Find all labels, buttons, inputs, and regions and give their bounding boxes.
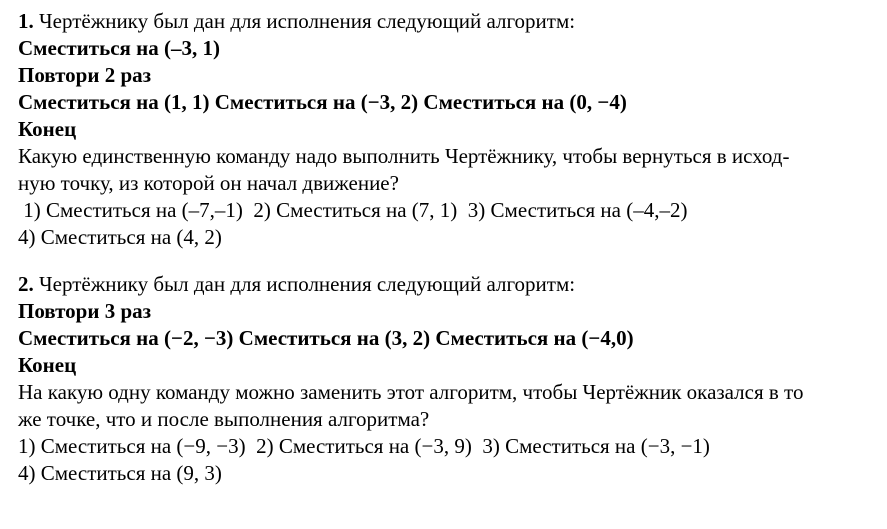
task2-end: Конец — [18, 353, 77, 377]
task2-question-line2: же точке, что и после выполнения алгоритма? — [18, 407, 430, 431]
task2-number: 2. — [18, 272, 34, 296]
task1-question-line1: Какую единственную команду надо выполнить Чертёжнику, чтобы вернуться в исход- — [18, 144, 790, 168]
task1-options-line1: 1) Сместиться на (–7,–1) 2) Сместиться на (7, 1) 3) Сместиться на (–4,–2) — [18, 198, 688, 222]
task2-loop-body: Сместиться на (−2, −3) Сместиться на (3, 2) Сместиться на (−4,0) — [18, 326, 634, 350]
task1-options-line2: 4) Сместиться на (4, 2) — [18, 225, 222, 249]
task1-end: Конец — [18, 117, 77, 141]
task1-number: 1. — [18, 9, 34, 33]
task2-repeat: Повтори 3 раз — [18, 299, 152, 323]
task2-options-line1: 1) Сместиться на (−9, −3) 2) Сместиться на (−3, 9) 3) Сместиться на (−3, −1) — [18, 434, 710, 458]
task2-options-line2: 4) Сместиться на (9, 3) — [18, 461, 222, 485]
task1-heading — [18, 8, 575, 34]
task1-repeat: Повтори 2 раз — [18, 63, 152, 87]
task1-question-line2: ную точку, из которой он начал движение? — [18, 171, 399, 195]
task2-intro: Чертёжнику был дан для исполнения следующий алгоритм: — [33, 272, 576, 296]
task2-question-line1: На какую одну команду можно заменить этот алгоритм, чтобы Чертёжник оказался в то — [18, 380, 804, 404]
task2-heading — [18, 271, 575, 297]
task1-loop-body: Сместиться на (1, 1) Сместиться на (−3, 2) Сместиться на (0, −4) — [18, 90, 627, 114]
task1-intro: Чертёжнику был дан для исполнения следующий алгоритм: — [33, 9, 576, 33]
task1-step1: Сместиться на (–3, 1) — [18, 36, 220, 60]
